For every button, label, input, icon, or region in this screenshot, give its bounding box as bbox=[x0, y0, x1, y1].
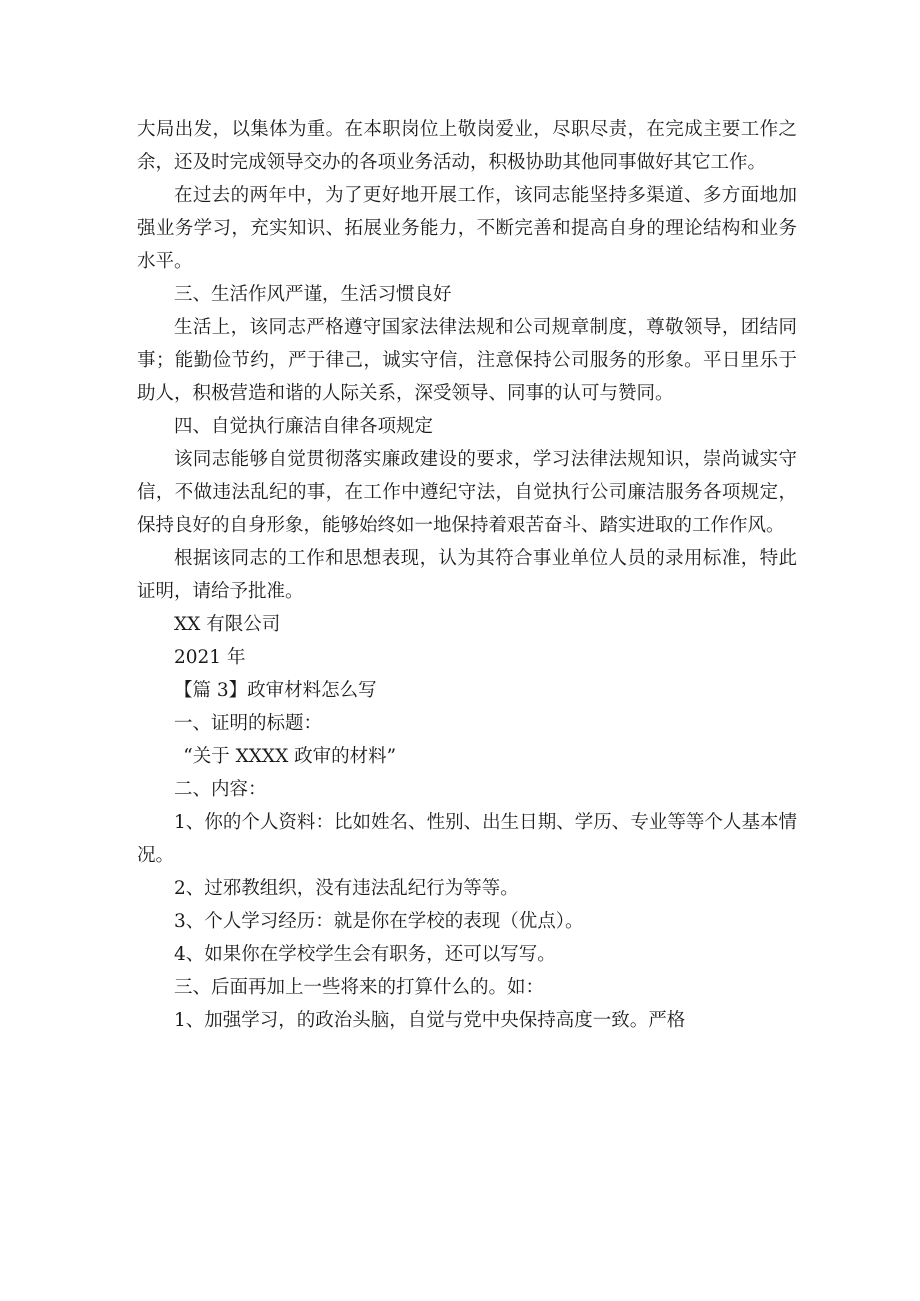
list-item-student-union: 4、如果你在学校学生会有职务，还可以写写。 bbox=[174, 944, 556, 965]
section-heading-title: 一、证明的标题： bbox=[174, 713, 323, 734]
paragraph-study: 在过去的两年中，为了更好地开展工作，该同志能坚持多渠道、多方面地加强业务学习，充实知识、拓展业务能力，不断完善和提高自身的理论结构和业务水平。 bbox=[137, 185, 797, 272]
section-heading-lifestyle: 三、生活作风严谨，生活习惯良好 bbox=[174, 284, 452, 305]
title-example: “关于 XXXX 政审的材料” bbox=[183, 746, 397, 767]
signature-year: 2021 年 bbox=[174, 647, 246, 668]
article-title: 【篇 3】政审材料怎么写 bbox=[174, 680, 377, 701]
list-item-study-history: 3、个人学习经历：就是你在学校的表现（优点）。 bbox=[174, 911, 584, 932]
company-signature: XX 有限公司 bbox=[174, 614, 281, 635]
section-heading-content: 二、内容： bbox=[174, 779, 267, 800]
document-body bbox=[137, 113, 797, 1037]
section-heading-plans: 三、后面再加上一些将来的打算什么的。如： bbox=[174, 977, 545, 998]
list-item-no-cult: 2、过邪教组织，没有违法乱纪行为等等。 bbox=[174, 878, 519, 899]
list-item-strengthen-study: 1、加强学习，的政治头脑，自觉与党中央保持高度一致。严格 bbox=[174, 1010, 686, 1031]
paragraph-integrity: 该同志能够自觉贯彻落实廉政建设的要求，学习法律法规知识，崇尚诚实守信，不做违法乱纪的事，在工作中遵纪守法，自觉执行公司廉洁服务各项规定，保持良好的自身形象，能够始终如一地保持着艰苦奋斗、踏实进取的工作作风。 bbox=[137, 449, 797, 536]
paragraph-intro-continuation: 大局出发，以集体为重。在本职岗位上敬岗爱业，尽职尽责，在完成主要工作之余，还及时完成领导交办的各项业务活动，积极协助其他同事做好其它工作。 bbox=[137, 119, 797, 173]
section-heading-integrity: 四、自觉执行廉洁自律各项规定 bbox=[174, 416, 434, 437]
paragraph-lifestyle: 生活上，该同志严格遵守国家法律法规和公司规章制度，尊敬领导，团结同事；能勤俭节约，严于律己，诚实守信，注意保持公司服务的形象。平日里乐于助人，积极营造和谐的人际关系，深受领导、同事的认可与赞同。 bbox=[137, 317, 797, 404]
list-item-personal-info: 1、你的个人资料：比如姓名、性别、出生日期、学历、专业等等个人基本情况。 bbox=[137, 812, 797, 866]
paragraph-conclusion: 根据该同志的工作和思想表现，认为其符合事业单位人员的录用标准，特此证明，请给予批准。 bbox=[137, 548, 797, 602]
